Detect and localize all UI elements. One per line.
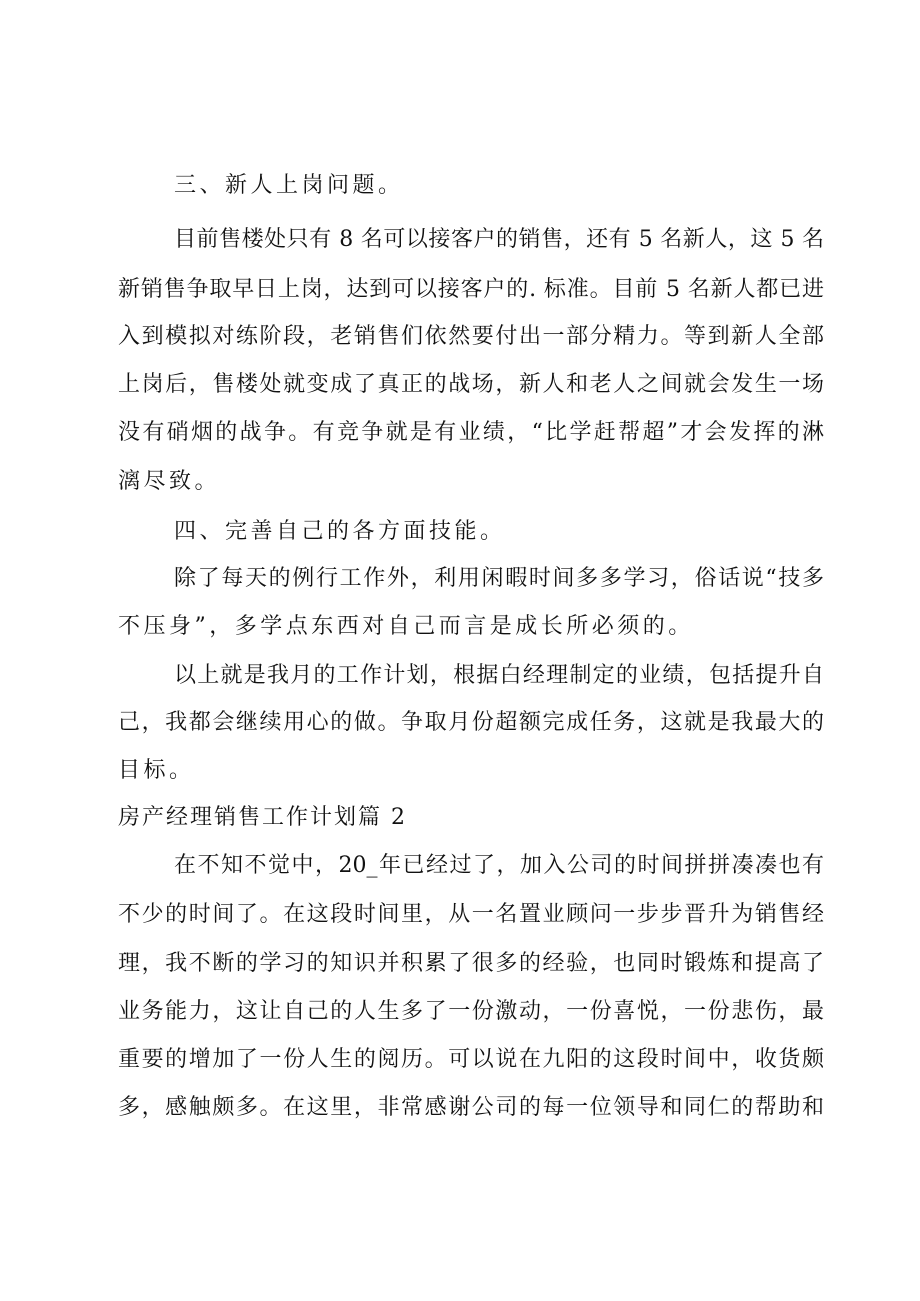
paragraph-line: 新销售争取早日上岗，达到可以接客户的. 标准。目前 5 名新人都已进 <box>118 277 824 302</box>
paragraph-line: 己，我都会继续用心的做。争取月份超额完成任务，这就是我最大的 <box>118 710 824 735</box>
section-heading-3: 三、新人上岗问题。 <box>174 173 404 198</box>
paragraph-line: 以上就是我月的工作计划，根据白经理制定的业绩，包括提升自 <box>174 663 824 688</box>
paragraph-line: 重要的增加了一份人生的阅历。可以说在九阳的这段时间中，收货颇 <box>118 1047 824 1072</box>
paragraph-line: 在不知不觉中，20_年已经过了，加入公司的时间拼拼凑凑也有 <box>174 853 824 878</box>
paragraph-line: 上岗后，售楼处就变成了真正的战场，新人和老人之间就会发生一场 <box>118 372 824 397</box>
paragraph-line: 不压身”，多学点东西对自己而言是成长所必须的。 <box>118 614 694 639</box>
paragraph-line: 没有硝烟的战争。有竞争就是有业绩，“比学赶帮超”才会发挥的淋 <box>118 420 824 445</box>
paragraph-line: 业务能力，这让自己的人生多了一份激动，一份喜悦，一份悲伤，最 <box>118 999 824 1024</box>
paragraph-line: 多，感触颇多。在这里，非常感谢公司的每一位领导和同仁的帮助和 <box>118 1095 824 1120</box>
paragraph-line: 入到模拟对练阶段，老销售们依然要付出一部分精力。等到新人全部 <box>118 324 824 349</box>
paragraph-line: 理，我不断的学习的知识并积累了很多的经验，也同时锻炼和提高了 <box>118 951 824 976</box>
paragraph-line: 漓尽致。 <box>118 469 221 494</box>
paragraph-line: 目前售楼处只有 8 名可以接客户的销售，还有 5 名新人，这 5 名 <box>174 227 824 252</box>
paragraph-line: 除了每天的例行工作外，利用闲暇时间多多学习，俗话说“技多 <box>174 566 824 591</box>
paragraph-line: 目标。 <box>118 758 195 783</box>
section-heading-4: 四、完善自己的各方面技能。 <box>174 519 506 544</box>
article-title: 房产经理销售工作计划篇 2 <box>118 805 407 830</box>
paragraph-line: 不少的时间了。在这段时间里，从一名置业顾问一步步晋升为销售经 <box>118 902 824 927</box>
